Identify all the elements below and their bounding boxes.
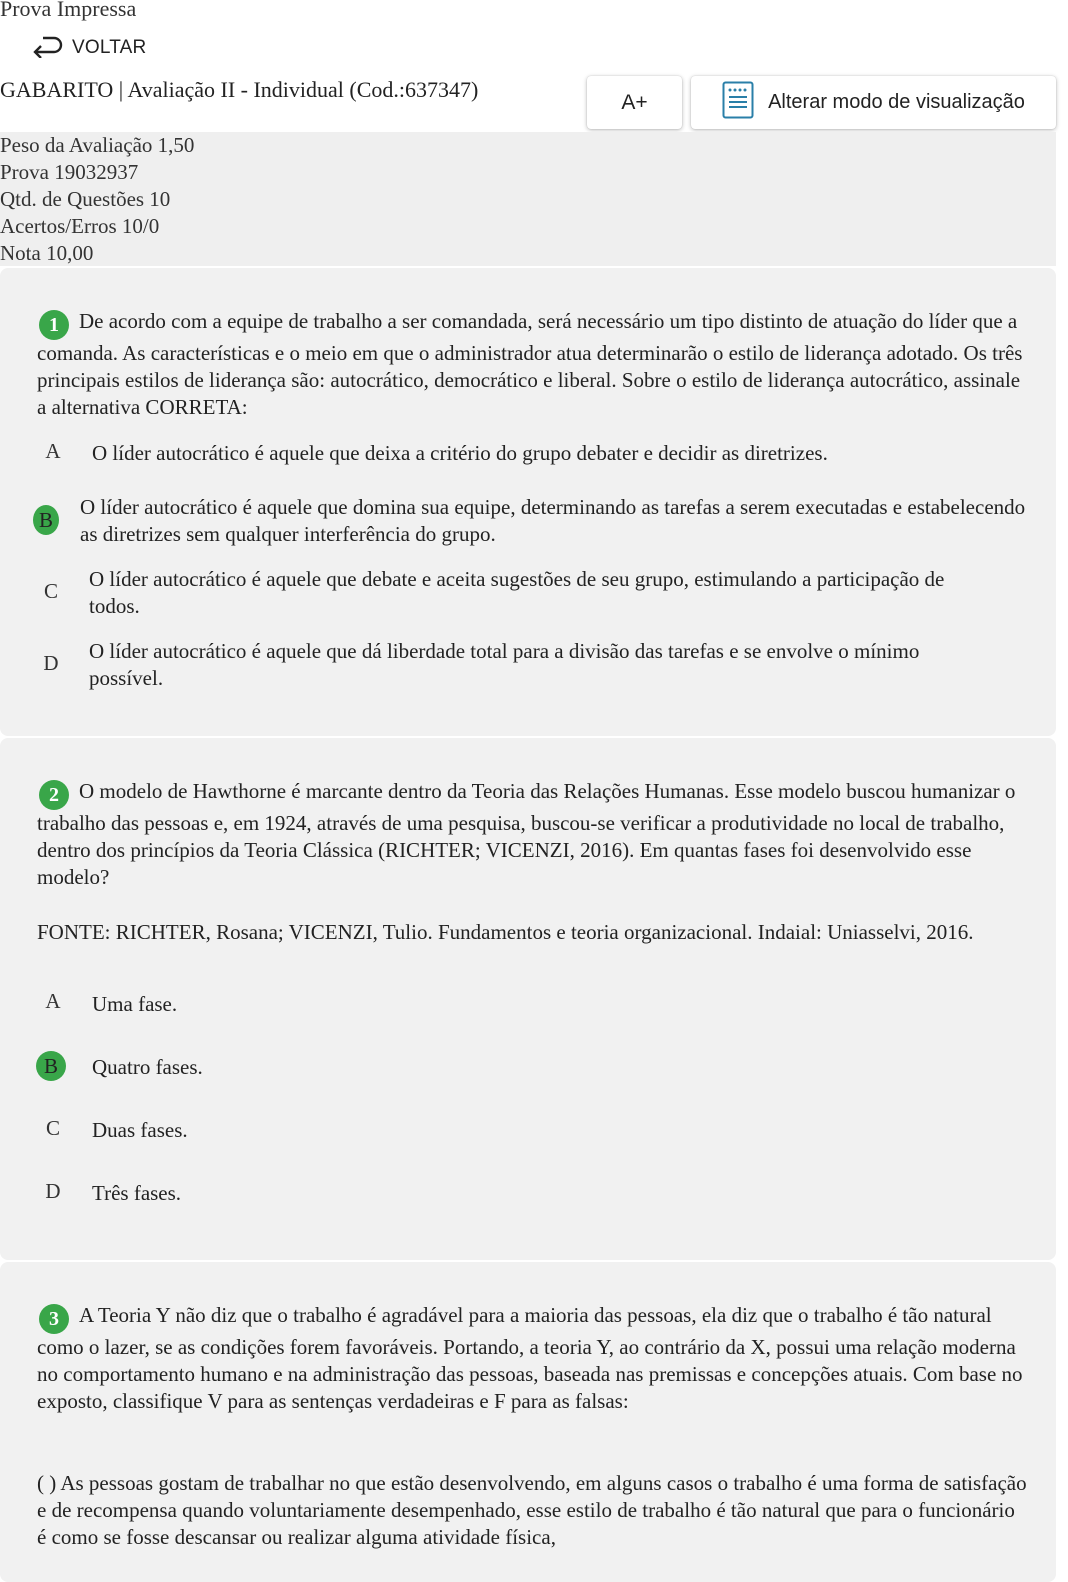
option-letter-c: C bbox=[45, 1116, 60, 1140]
view-mode-label: Alterar modo de visualização bbox=[768, 91, 1025, 113]
back-button[interactable] bbox=[30, 34, 146, 62]
info-question-count: Qtd. de Questões 10 bbox=[0, 187, 171, 211]
option-letter-a: A bbox=[45, 989, 61, 1013]
question-statement: O modelo de Hawthorne é marcante dentro da Teoria das Relações Humanas. Esse modelo buscou humanizar o trabalho das pessoas e, em 1924, através de uma pesquisa, buscou-se verificar a produtividade no local de trabalho, dentro dos princípios da Teoria Clássica (RICHTER; VICENZI, 2016). Em quantas fases foi desenvolvido esse modelo? bbox=[37, 779, 1016, 889]
question-text bbox=[37, 778, 1027, 891]
option-letter-c: C bbox=[43, 579, 58, 603]
question-source: FONTE: RICHTER, Rosana; VICENZI, Tulio. Fundamentos e teoria organizacional. Indaial: Uniasselvi, 2016. bbox=[37, 920, 974, 944]
info-weight: Peso da Avaliação 1,50 bbox=[0, 133, 195, 157]
page-title: Prova Impressa bbox=[0, 0, 137, 21]
option-d-text: Três fases. bbox=[92, 1181, 182, 1205]
document-list-icon bbox=[722, 81, 754, 125]
option-a-text: O líder autocrático é aquele que deixa a critério do grupo debater e decidir as diretrizes. bbox=[92, 441, 828, 465]
question-text bbox=[37, 1302, 1027, 1415]
statement-item: ( ) As pessoas gostam de trabalhar no que estão desenvolvendo, em alguns casos o trabalho é uma forma de satisfação e de recompensa quando voluntariamente desempenhado, esse estilo de trabalho é tão natural que para o funcionário é como se fosse descansar ou realizar alguma atividade física, bbox=[37, 1471, 1027, 1549]
question-card-1 bbox=[0, 268, 1056, 736]
option-b-text: Quatro fases. bbox=[92, 1055, 203, 1079]
question-card-3 bbox=[0, 1262, 1056, 1582]
info-grade: Nota 10,00 bbox=[0, 241, 94, 265]
exam-info-panel bbox=[0, 132, 1056, 266]
option-letter-b-correct: B bbox=[36, 1051, 66, 1081]
question-card-2 bbox=[0, 738, 1056, 1260]
question-statement: A Teoria Y não diz que o trabalho é agradável para a maioria das pessoas, ela diz que o trabalho é tão natural como o lazer, se as condições forem favoráveis. Portando, a teoria Y, ao contrário da X, possui uma relação moderna no comportamento humano e na administração das pessoas, baseada nas premissas e concepções atuais. Com base no exposto, classifique V para as sentenças verdadeiras e F para as falsas: bbox=[37, 1303, 1023, 1413]
option-c-text: Duas fases. bbox=[92, 1118, 188, 1142]
question-statement: De acordo com a equipe de trabalho a ser comandada, será necessário um tipo distinto de atuação do líder que a comanda. As características e o meio em que o administrador atua determinarão o estilo de liderança adotado. Os três principais estilos de liderança são: autocrático, democrático e liberal. Sobre o estilo de liderança autocrático, assinale a alternativa CORRETA: bbox=[37, 309, 1023, 419]
question-text bbox=[37, 308, 1027, 421]
info-right-wrong: Acertos/Erros 10/0 bbox=[0, 214, 160, 238]
font-size-button[interactable]: A+ bbox=[587, 76, 682, 129]
option-letter-a: A bbox=[45, 439, 61, 463]
info-exam-id: Prova 19032937 bbox=[0, 160, 139, 184]
question-number-badge: 3 bbox=[39, 1304, 69, 1334]
option-d-text: O líder autocrático é aquele que dá liberdade total para a divisão das tarefas e se envolve o mínimo possível. bbox=[89, 639, 920, 690]
view-mode-button[interactable] bbox=[691, 76, 1056, 129]
exam-title: GABARITO | Avaliação II - Individual (Cod.:637347) bbox=[0, 77, 479, 102]
back-label: VOLTAR bbox=[72, 37, 147, 58]
question-number-badge: 2 bbox=[39, 780, 69, 810]
option-a-text: Uma fase. bbox=[92, 992, 178, 1016]
option-letter-b-correct: B bbox=[33, 505, 59, 535]
return-arrow-icon bbox=[30, 34, 64, 63]
option-b-text: O líder autocrático é aquele que domina sua equipe, determinando as tarefas a serem executadas e estabelecendo as diretrizes sem qualquer interferência do grupo. bbox=[80, 495, 1026, 546]
question-number-badge: 1 bbox=[39, 310, 69, 340]
option-letter-d: D bbox=[43, 651, 59, 675]
option-letter-d: D bbox=[45, 1179, 61, 1203]
option-c-text: O líder autocrático é aquele que debate e aceita sugestões de seu grupo, estimulando a participação de todos. bbox=[89, 567, 945, 618]
